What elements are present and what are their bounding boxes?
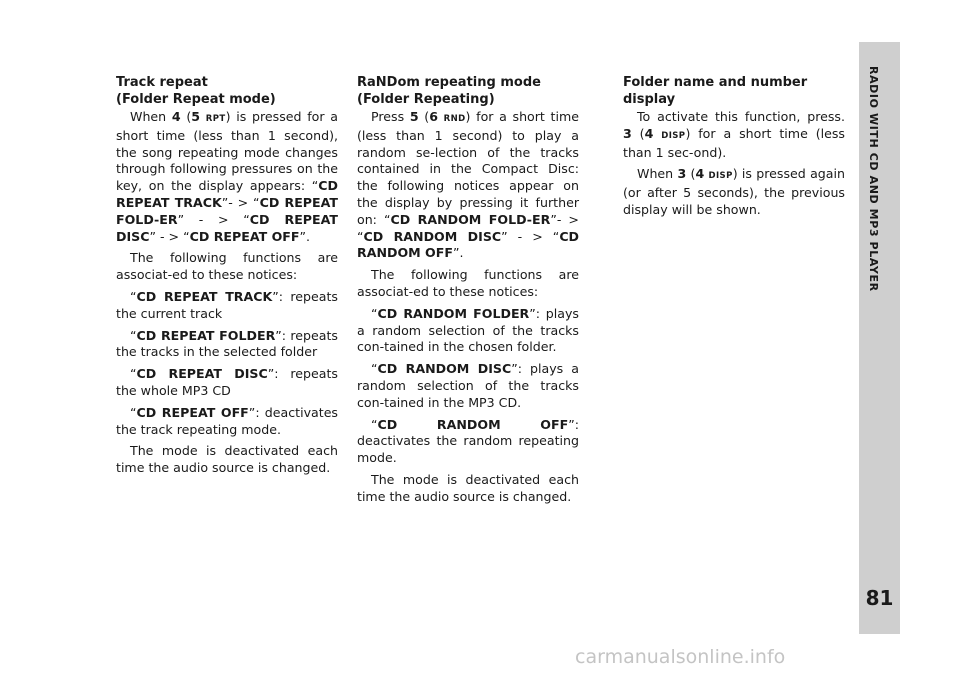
list-item: “CD RANDOM FOLDER”: plays a random selection of the tracks con-tained in the chosen folder. — [357, 305, 579, 355]
section-heading: RaNDom repeating mode (Folder Repeating) — [357, 75, 541, 107]
list-item: “CD REPEAT DISC”: repeats the whole MP3 CD — [116, 366, 338, 398]
paragraph: Press 5 (6 RND) for a short time (less than 1 second) to play a random se-lection of the tracks contained in the Compact Disc: the following notices appear on the display by pressing it further on: “CD RANDOM FOLD-ER”- > “CD RANDOM DISC” - > “CD RANDOM OFF”. — [357, 109, 580, 261]
paragraph: The following functions are associat-ed to these notices: — [357, 267, 579, 299]
chapter-title: RADIO WITH CD AND MP3 PLAYER — [867, 66, 880, 292]
paragraph: The mode is deactivated each time the audio source is changed. — [357, 471, 579, 504]
paragraph: When 3 (4 DISP) is pressed again (or after 5 seconds), the previous display will be shown. — [623, 166, 845, 217]
list-item: “CD RANDOM DISC”: plays a random selection of the tracks con-tained in the MP3 CD. — [357, 361, 579, 410]
paragraph: The mode is deactivated each time the audio source is changed. — [116, 443, 338, 476]
list-item: “CD REPEAT TRACK”: repeats the current track — [116, 288, 338, 321]
list-item: “CD REPEAT FOLDER”: repeats the tracks in the selected folder — [116, 327, 338, 360]
page-number: 81 — [865, 586, 894, 610]
list-item: “CD RANDOM OFF”: deactivates the random repeating mode. — [357, 416, 579, 466]
column-folder-display — [623, 74, 845, 224]
list-item: “CD REPEAT OFF”: deactivates the track repeating mode. — [116, 404, 338, 437]
column-track-repeat — [116, 74, 338, 482]
column-random-mode — [357, 74, 579, 511]
paragraph: The following functions are associat-ed to these notices: — [116, 250, 338, 283]
watermark: carmanualsonline.info — [575, 646, 786, 668]
section-heading: Folder name and number display — [623, 75, 808, 107]
paragraph: To activate this function, press. 3 (4 DISP) for a short time (less than 1 sec-ond). — [623, 109, 845, 160]
section-heading: Track repeat (Folder Repeat mode) — [116, 75, 276, 107]
paragraph: When 4 (5 RPT) is pressed for a short time (less than 1 second), the song repeating mode changes through following pressures on the key, on the display appears: “CD REPEAT TRACK”- > “CD REPEAT FOLD-ER” - > “CD REPEAT DISC” - > “CD REPEAT OFF”. — [116, 109, 338, 244]
